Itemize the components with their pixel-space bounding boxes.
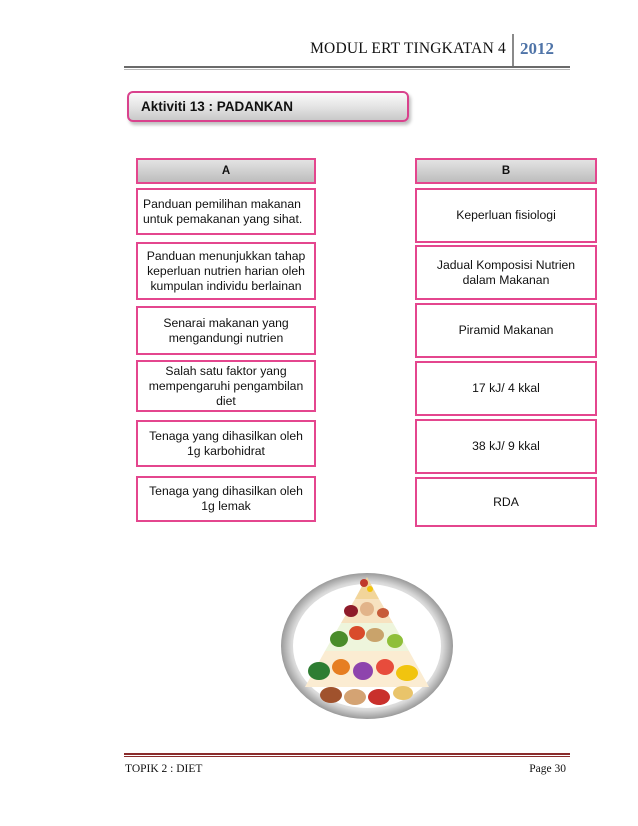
footer-rule — [124, 753, 570, 755]
activity-title-banner: Aktiviti 13 : PADANKAN — [127, 91, 409, 122]
column-a-item-3: Senarai makanan yang mengandungi nutrien — [136, 306, 316, 355]
column-b-item-6: RDA — [415, 477, 597, 527]
column-a-item-5: Tenaga yang dihasilkan oleh 1g karbohidrat — [136, 420, 316, 467]
column-b-item-2: Jadual Komposisi Nutrien dalam Makanan — [415, 245, 597, 300]
header-separator — [512, 34, 514, 66]
column-a-item-4: Salah satu faktor yang mempengaruhi pengambilan diet — [136, 360, 316, 412]
column-b-item-1: Keperluan fisiologi — [415, 188, 597, 243]
header-rule-thin — [124, 69, 570, 70]
column-a-item-6: Tenaga yang dihasilkan oleh 1g lemak — [136, 476, 316, 522]
column-a-item-1: Panduan pemilihan makanan untuk pemakanan yang sihat. — [136, 188, 316, 235]
column-b-item-4: 17 kJ/ 4 kkal — [415, 361, 597, 416]
food-pyramid-icon — [279, 571, 455, 721]
footer-topic: TOPIK 2 : DIET — [125, 763, 203, 775]
document-header-title: MODUL ERT TINGKATAN 4 — [310, 40, 506, 57]
column-a-item-2: Panduan menunjukkan tahap keperluan nutrien harian oleh kumpulan individu berlainan — [136, 242, 316, 300]
header-rule — [124, 66, 570, 68]
footer-rule-thin — [124, 756, 570, 757]
column-b-item-3: Piramid Makanan — [415, 303, 597, 358]
document-header-year: 2012 — [520, 39, 554, 58]
column-a-heading: A — [136, 158, 316, 184]
column-b-item-5: 38 kJ/ 9 kkal — [415, 419, 597, 474]
footer-page-number: Page 30 — [529, 763, 566, 775]
column-b-heading: B — [415, 158, 597, 184]
